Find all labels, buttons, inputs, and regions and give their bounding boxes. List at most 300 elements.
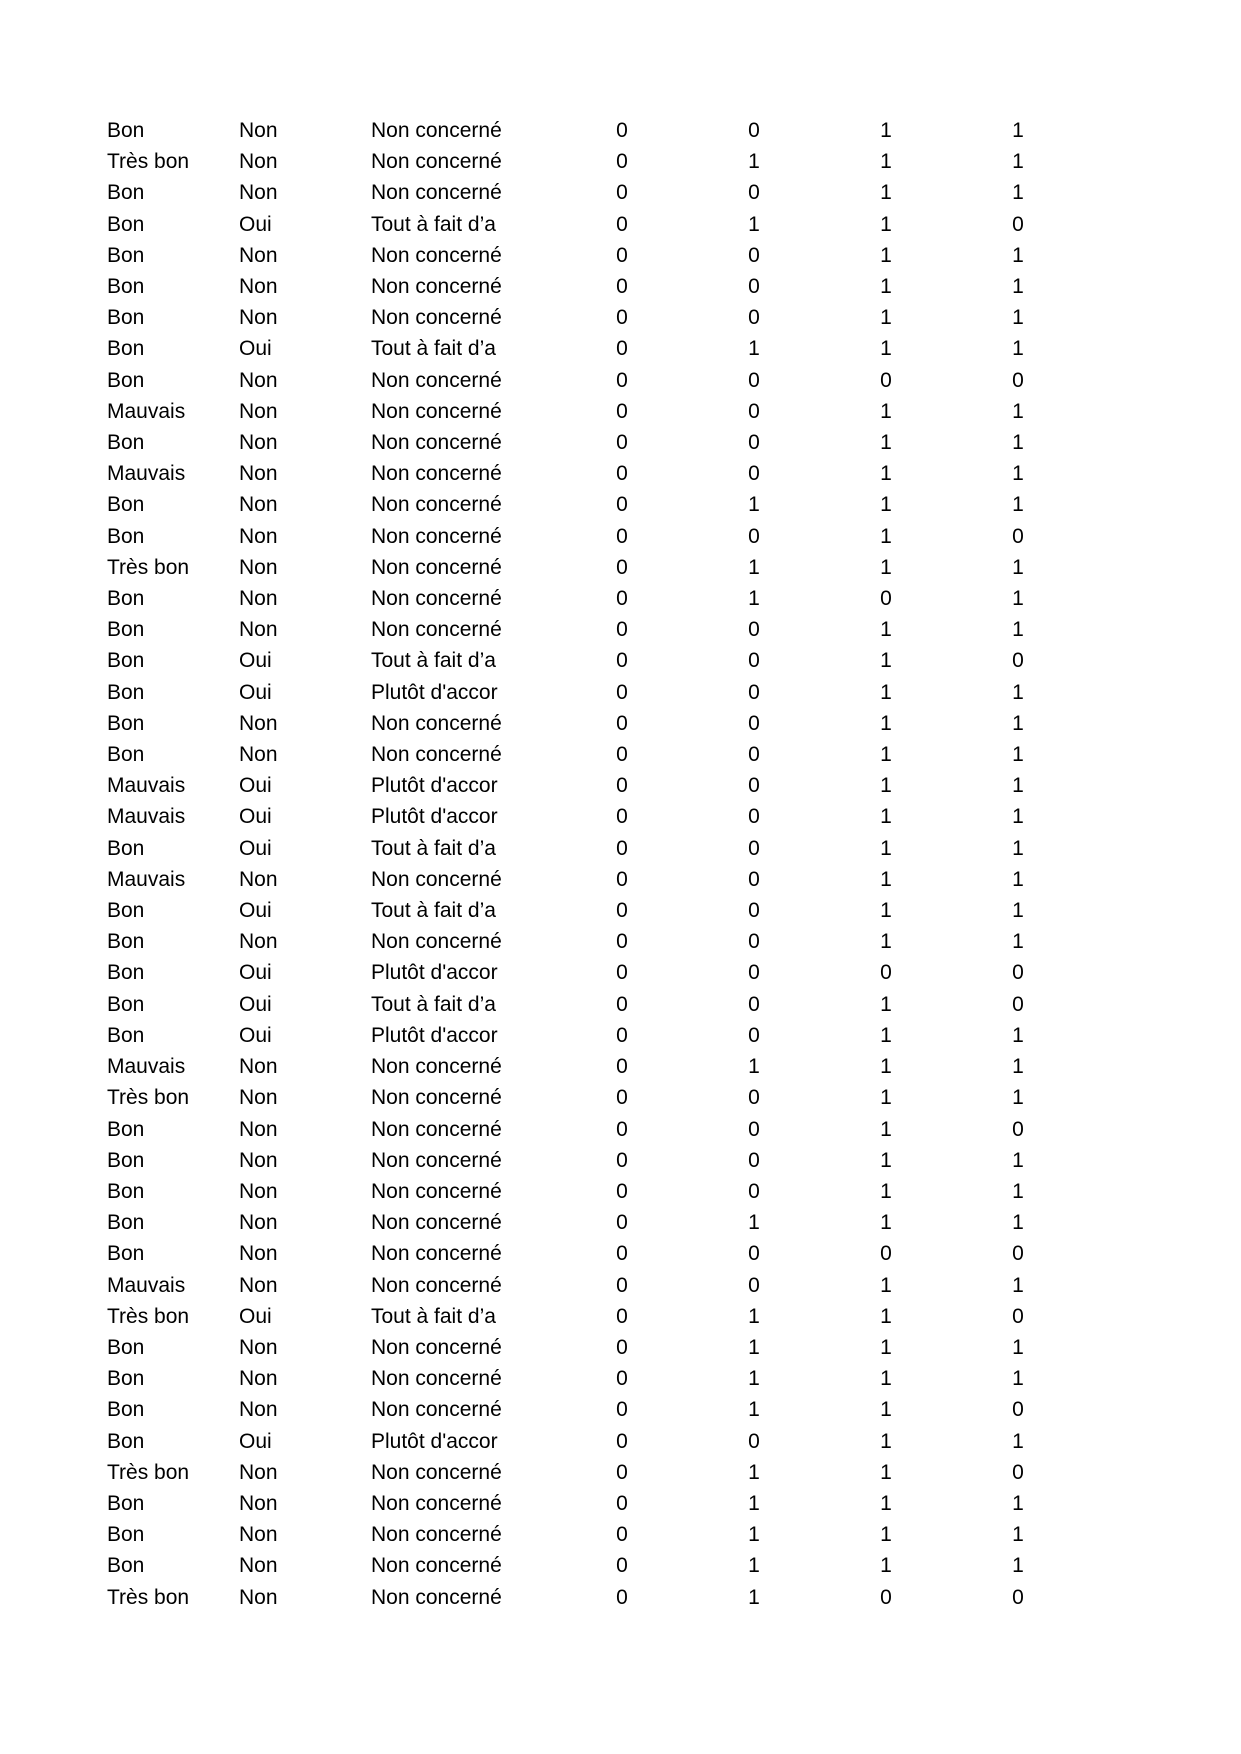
value-cell-b: 0 bbox=[748, 1242, 760, 1266]
rating-cell: Bon bbox=[107, 431, 145, 455]
yes-no-cell: Non bbox=[239, 1148, 278, 1172]
table-row bbox=[0, 926, 1084, 957]
row-margin bbox=[0, 458, 107, 489]
yes-no-cell: Non bbox=[239, 368, 278, 392]
value-cell-b: 1 bbox=[748, 1460, 760, 1484]
value-cell-a: 0 bbox=[616, 680, 628, 704]
rating-cell: Bon bbox=[107, 1367, 145, 1391]
row-margin bbox=[0, 489, 107, 520]
table-row bbox=[0, 427, 1084, 458]
row-margin bbox=[0, 677, 107, 708]
agreement-cell: Non concerné bbox=[371, 150, 502, 174]
value-cell-b: 1 bbox=[748, 587, 760, 611]
value-cell-b: 0 bbox=[748, 1179, 760, 1203]
value-cell-d: 1 bbox=[1012, 150, 1024, 174]
value-cell-d: 1 bbox=[1012, 1086, 1024, 1110]
table-row bbox=[0, 1051, 1084, 1082]
agreement-cell: Non concerné bbox=[371, 1117, 502, 1141]
table-row bbox=[0, 1332, 1084, 1363]
row-margin bbox=[0, 302, 107, 333]
value-cell-b: 0 bbox=[748, 368, 760, 392]
row-margin bbox=[0, 365, 107, 396]
yes-no-cell: Non bbox=[239, 618, 278, 642]
agreement-cell: Tout à fait d’a bbox=[371, 992, 496, 1016]
agreement-cell: Non concerné bbox=[371, 462, 502, 486]
agreement-cell: Non concerné bbox=[371, 1055, 502, 1079]
table-row bbox=[0, 1394, 1084, 1425]
agreement-cell: Non concerné bbox=[371, 1554, 502, 1578]
value-cell-a: 0 bbox=[616, 555, 628, 579]
table-row bbox=[0, 521, 1084, 552]
row-margin bbox=[0, 1082, 107, 1113]
rating-cell: Bon bbox=[107, 618, 145, 642]
agreement-cell: Plutôt d'accor bbox=[371, 1023, 498, 1047]
value-cell-c: 1 bbox=[880, 1554, 892, 1578]
value-cell-a: 0 bbox=[616, 399, 628, 423]
table-row bbox=[0, 1582, 1084, 1613]
yes-no-cell: Non bbox=[239, 867, 278, 891]
value-cell-d: 1 bbox=[1012, 1023, 1024, 1047]
row-margin bbox=[0, 427, 107, 458]
value-cell-c: 0 bbox=[880, 1585, 892, 1609]
table-row bbox=[0, 1426, 1084, 1457]
row-margin bbox=[0, 1488, 107, 1519]
value-cell-b: 0 bbox=[748, 899, 760, 923]
agreement-cell: Non concerné bbox=[371, 1460, 502, 1484]
value-cell-c: 1 bbox=[880, 930, 892, 954]
table-row bbox=[0, 1519, 1084, 1550]
value-cell-c: 1 bbox=[880, 618, 892, 642]
value-cell-a: 0 bbox=[616, 462, 628, 486]
value-cell-a: 0 bbox=[616, 587, 628, 611]
table-row bbox=[0, 365, 1084, 396]
value-cell-d: 1 bbox=[1012, 1179, 1024, 1203]
value-cell-b: 0 bbox=[748, 275, 760, 299]
yes-no-cell: Non bbox=[239, 150, 278, 174]
rating-cell: Bon bbox=[107, 899, 145, 923]
yes-no-cell: Non bbox=[239, 1211, 278, 1235]
agreement-cell: Non concerné bbox=[371, 1273, 502, 1297]
value-cell-d: 0 bbox=[1012, 992, 1024, 1016]
agreement-cell: Non concerné bbox=[371, 306, 502, 330]
value-cell-b: 0 bbox=[748, 743, 760, 767]
value-cell-b: 0 bbox=[748, 618, 760, 642]
value-cell-a: 0 bbox=[616, 1211, 628, 1235]
value-cell-b: 1 bbox=[748, 1055, 760, 1079]
table-row bbox=[0, 770, 1084, 801]
value-cell-a: 0 bbox=[616, 1398, 628, 1422]
value-cell-b: 0 bbox=[748, 1086, 760, 1110]
value-cell-b: 0 bbox=[748, 399, 760, 423]
value-cell-a: 0 bbox=[616, 181, 628, 205]
yes-no-cell: Oui bbox=[239, 337, 272, 361]
value-cell-b: 0 bbox=[748, 1148, 760, 1172]
value-cell-a: 0 bbox=[616, 431, 628, 455]
value-cell-b: 1 bbox=[748, 337, 760, 361]
value-cell-d: 1 bbox=[1012, 618, 1024, 642]
value-cell-c: 1 bbox=[880, 1148, 892, 1172]
agreement-cell: Non concerné bbox=[371, 1086, 502, 1110]
value-cell-c: 1 bbox=[880, 805, 892, 829]
value-cell-a: 0 bbox=[616, 1117, 628, 1141]
rating-cell: Bon bbox=[107, 243, 145, 267]
agreement-cell: Plutôt d'accor bbox=[371, 1429, 498, 1453]
row-margin bbox=[0, 271, 107, 302]
table-row bbox=[0, 1082, 1084, 1113]
value-cell-a: 0 bbox=[616, 1086, 628, 1110]
value-cell-a: 0 bbox=[616, 899, 628, 923]
value-cell-c: 1 bbox=[880, 275, 892, 299]
value-cell-d: 1 bbox=[1012, 774, 1024, 798]
value-cell-a: 0 bbox=[616, 1460, 628, 1484]
yes-no-cell: Non bbox=[239, 1086, 278, 1110]
row-margin bbox=[0, 1020, 107, 1051]
row-margin bbox=[0, 177, 107, 208]
value-cell-c: 1 bbox=[880, 1491, 892, 1515]
yes-no-cell: Non bbox=[239, 1117, 278, 1141]
value-cell-a: 0 bbox=[616, 243, 628, 267]
table-row bbox=[0, 1176, 1084, 1207]
table-row bbox=[0, 552, 1084, 583]
row-margin bbox=[0, 926, 107, 957]
row-margin bbox=[0, 1426, 107, 1457]
yes-no-cell: Oui bbox=[239, 805, 272, 829]
value-cell-d: 0 bbox=[1012, 1585, 1024, 1609]
agreement-cell: Non concerné bbox=[371, 1335, 502, 1359]
value-cell-d: 1 bbox=[1012, 431, 1024, 455]
value-cell-c: 1 bbox=[880, 462, 892, 486]
value-cell-d: 1 bbox=[1012, 1055, 1024, 1079]
yes-no-cell: Non bbox=[239, 524, 278, 548]
table-row bbox=[0, 1488, 1084, 1519]
value-cell-b: 0 bbox=[748, 1117, 760, 1141]
agreement-cell: Non concerné bbox=[371, 867, 502, 891]
value-cell-d: 1 bbox=[1012, 462, 1024, 486]
rating-cell: Bon bbox=[107, 1335, 145, 1359]
value-cell-d: 0 bbox=[1012, 368, 1024, 392]
value-cell-c: 1 bbox=[880, 711, 892, 735]
yes-no-cell: Non bbox=[239, 587, 278, 611]
agreement-cell: Non concerné bbox=[371, 524, 502, 548]
agreement-cell: Non concerné bbox=[371, 181, 502, 205]
value-cell-a: 0 bbox=[616, 1179, 628, 1203]
rating-cell: Mauvais bbox=[107, 1055, 186, 1079]
value-cell-c: 1 bbox=[880, 212, 892, 236]
table-row bbox=[0, 146, 1084, 177]
value-cell-a: 0 bbox=[616, 1491, 628, 1515]
table-row bbox=[0, 1020, 1084, 1051]
row-margin bbox=[0, 1051, 107, 1082]
rating-cell: Bon bbox=[107, 212, 145, 236]
rating-cell: Bon bbox=[107, 306, 145, 330]
value-cell-c: 1 bbox=[880, 899, 892, 923]
value-cell-d: 1 bbox=[1012, 399, 1024, 423]
value-cell-a: 0 bbox=[616, 306, 628, 330]
value-cell-d: 0 bbox=[1012, 212, 1024, 236]
agreement-cell: Plutôt d'accor bbox=[371, 774, 498, 798]
yes-no-cell: Oui bbox=[239, 212, 272, 236]
value-cell-c: 1 bbox=[880, 1179, 892, 1203]
value-cell-a: 0 bbox=[616, 930, 628, 954]
value-cell-b: 1 bbox=[748, 1585, 760, 1609]
value-cell-a: 0 bbox=[616, 368, 628, 392]
table-row bbox=[0, 177, 1084, 208]
rating-cell: Bon bbox=[107, 1491, 145, 1515]
value-cell-b: 0 bbox=[748, 524, 760, 548]
rating-cell: Bon bbox=[107, 992, 145, 1016]
agreement-cell: Non concerné bbox=[371, 399, 502, 423]
value-cell-c: 1 bbox=[880, 680, 892, 704]
value-cell-d: 1 bbox=[1012, 930, 1024, 954]
value-cell-d: 1 bbox=[1012, 306, 1024, 330]
value-cell-d: 0 bbox=[1012, 1460, 1024, 1484]
table-row bbox=[0, 677, 1084, 708]
agreement-cell: Non concerné bbox=[371, 431, 502, 455]
value-cell-b: 1 bbox=[748, 1211, 760, 1235]
value-cell-c: 1 bbox=[880, 1367, 892, 1391]
value-cell-c: 1 bbox=[880, 774, 892, 798]
value-cell-c: 1 bbox=[880, 119, 892, 142]
agreement-cell: Non concerné bbox=[371, 1148, 502, 1172]
rating-cell: Bon bbox=[107, 1023, 145, 1047]
value-cell-d: 1 bbox=[1012, 1523, 1024, 1547]
table-row bbox=[0, 1145, 1084, 1176]
yes-no-cell: Non bbox=[239, 1491, 278, 1515]
value-cell-c: 1 bbox=[880, 306, 892, 330]
value-cell-b: 0 bbox=[748, 961, 760, 985]
row-margin bbox=[0, 739, 107, 770]
yes-no-cell: Non bbox=[239, 462, 278, 486]
rating-cell: Bon bbox=[107, 1211, 145, 1235]
rating-cell: Très bon bbox=[107, 1585, 190, 1609]
rating-cell: Bon bbox=[107, 368, 145, 392]
value-cell-c: 1 bbox=[880, 867, 892, 891]
row-margin bbox=[0, 1145, 107, 1176]
row-margin bbox=[0, 583, 107, 614]
agreement-cell: Non concerné bbox=[371, 555, 502, 579]
yes-no-cell: Non bbox=[239, 119, 278, 142]
value-cell-a: 0 bbox=[616, 493, 628, 517]
value-cell-a: 0 bbox=[616, 805, 628, 829]
yes-no-cell: Oui bbox=[239, 836, 272, 860]
rating-cell: Bon bbox=[107, 1179, 145, 1203]
row-margin bbox=[0, 1176, 107, 1207]
value-cell-c: 0 bbox=[880, 1242, 892, 1266]
row-margin bbox=[0, 801, 107, 832]
value-cell-c: 1 bbox=[880, 493, 892, 517]
table-row bbox=[0, 739, 1084, 770]
table-row bbox=[0, 271, 1084, 302]
agreement-cell: Non concerné bbox=[371, 743, 502, 767]
yes-no-cell: Oui bbox=[239, 992, 272, 1016]
agreement-cell: Non concerné bbox=[371, 711, 502, 735]
rating-cell: Bon bbox=[107, 1523, 145, 1547]
agreement-cell: Non concerné bbox=[371, 618, 502, 642]
rating-cell: Bon bbox=[107, 711, 145, 735]
rating-cell: Bon bbox=[107, 680, 145, 704]
rating-cell: Bon bbox=[107, 119, 145, 142]
value-cell-d: 1 bbox=[1012, 119, 1024, 142]
value-cell-a: 0 bbox=[616, 618, 628, 642]
value-cell-a: 0 bbox=[616, 1304, 628, 1328]
spreadsheet-page bbox=[0, 115, 1241, 1613]
value-cell-a: 0 bbox=[616, 1429, 628, 1453]
rating-cell: Bon bbox=[107, 181, 145, 205]
rating-cell: Bon bbox=[107, 275, 145, 299]
value-cell-c: 1 bbox=[880, 1273, 892, 1297]
yes-no-cell: Oui bbox=[239, 961, 272, 985]
value-cell-b: 1 bbox=[748, 1491, 760, 1515]
table-row bbox=[0, 1550, 1084, 1581]
rating-cell: Bon bbox=[107, 587, 145, 611]
value-cell-b: 1 bbox=[748, 555, 760, 579]
yes-no-cell: Non bbox=[239, 1055, 278, 1079]
rating-cell: Mauvais bbox=[107, 867, 186, 891]
value-cell-c: 1 bbox=[880, 1023, 892, 1047]
rating-cell: Mauvais bbox=[107, 399, 186, 423]
value-cell-d: 1 bbox=[1012, 337, 1024, 361]
table-row bbox=[0, 583, 1084, 614]
row-margin bbox=[0, 1582, 107, 1613]
row-margin bbox=[0, 645, 107, 676]
row-margin bbox=[0, 1457, 107, 1488]
row-margin bbox=[0, 614, 107, 645]
value-cell-d: 1 bbox=[1012, 805, 1024, 829]
agreement-cell: Non concerné bbox=[371, 1491, 502, 1515]
yes-no-cell: Non bbox=[239, 1585, 278, 1609]
agreement-cell: Non concerné bbox=[371, 1398, 502, 1422]
table-row bbox=[0, 333, 1084, 364]
value-cell-c: 0 bbox=[880, 368, 892, 392]
yes-no-cell: Oui bbox=[239, 1304, 272, 1328]
value-cell-c: 1 bbox=[880, 243, 892, 267]
rating-cell: Bon bbox=[107, 1117, 145, 1141]
rating-cell: Mauvais bbox=[107, 462, 186, 486]
value-cell-d: 1 bbox=[1012, 680, 1024, 704]
agreement-cell: Non concerné bbox=[371, 930, 502, 954]
rating-cell: Bon bbox=[107, 1429, 145, 1453]
value-cell-c: 1 bbox=[880, 1304, 892, 1328]
value-cell-c: 1 bbox=[880, 836, 892, 860]
value-cell-c: 1 bbox=[880, 1335, 892, 1359]
value-cell-a: 0 bbox=[616, 275, 628, 299]
value-cell-a: 0 bbox=[616, 524, 628, 548]
value-cell-a: 0 bbox=[616, 649, 628, 673]
row-margin bbox=[0, 1332, 107, 1363]
value-cell-d: 0 bbox=[1012, 961, 1024, 985]
row-margin bbox=[0, 521, 107, 552]
row-margin bbox=[0, 333, 107, 364]
agreement-cell: Non concerné bbox=[371, 1367, 502, 1391]
row-margin bbox=[0, 1394, 107, 1425]
row-margin bbox=[0, 770, 107, 801]
value-cell-a: 0 bbox=[616, 867, 628, 891]
table-row bbox=[0, 895, 1084, 926]
agreement-cell: Tout à fait d’a bbox=[371, 899, 496, 923]
rating-cell: Bon bbox=[107, 836, 145, 860]
rating-cell: Bon bbox=[107, 961, 145, 985]
value-cell-a: 0 bbox=[616, 1585, 628, 1609]
value-cell-d: 1 bbox=[1012, 836, 1024, 860]
agreement-cell: Non concerné bbox=[371, 368, 502, 392]
rating-cell: Très bon bbox=[107, 555, 190, 579]
table-row bbox=[0, 458, 1084, 489]
value-cell-d: 1 bbox=[1012, 1148, 1024, 1172]
value-cell-d: 1 bbox=[1012, 867, 1024, 891]
row-margin bbox=[0, 1363, 107, 1394]
value-cell-a: 0 bbox=[616, 212, 628, 236]
value-cell-b: 0 bbox=[748, 930, 760, 954]
value-cell-b: 0 bbox=[748, 774, 760, 798]
value-cell-a: 0 bbox=[616, 1335, 628, 1359]
value-cell-c: 1 bbox=[880, 337, 892, 361]
table-row bbox=[0, 1238, 1084, 1269]
value-cell-b: 0 bbox=[748, 649, 760, 673]
table-row bbox=[0, 801, 1084, 832]
value-cell-b: 1 bbox=[748, 1304, 760, 1328]
value-cell-d: 1 bbox=[1012, 743, 1024, 767]
table-row bbox=[0, 209, 1084, 240]
value-cell-d: 1 bbox=[1012, 1273, 1024, 1297]
value-cell-d: 1 bbox=[1012, 181, 1024, 205]
value-cell-a: 0 bbox=[616, 1055, 628, 1079]
value-cell-c: 1 bbox=[880, 1086, 892, 1110]
agreement-cell: Non concerné bbox=[371, 1211, 502, 1235]
value-cell-c: 1 bbox=[880, 649, 892, 673]
agreement-cell: Non concerné bbox=[371, 587, 502, 611]
yes-no-cell: Non bbox=[239, 1179, 278, 1203]
value-cell-c: 1 bbox=[880, 1523, 892, 1547]
yes-no-cell: Non bbox=[239, 493, 278, 517]
value-cell-a: 0 bbox=[616, 1554, 628, 1578]
value-cell-c: 0 bbox=[880, 961, 892, 985]
value-cell-b: 0 bbox=[748, 1023, 760, 1047]
row-margin bbox=[0, 895, 107, 926]
rating-cell: Bon bbox=[107, 930, 145, 954]
table-row bbox=[0, 989, 1084, 1020]
agreement-cell: Plutôt d'accor bbox=[371, 961, 498, 985]
value-cell-c: 1 bbox=[880, 181, 892, 205]
table-row bbox=[0, 864, 1084, 895]
value-cell-d: 0 bbox=[1012, 1398, 1024, 1422]
value-cell-d: 0 bbox=[1012, 1117, 1024, 1141]
table-row bbox=[0, 115, 1084, 146]
row-margin bbox=[0, 1301, 107, 1332]
value-cell-c: 1 bbox=[880, 1055, 892, 1079]
row-margin bbox=[0, 396, 107, 427]
rating-cell: Très bon bbox=[107, 150, 190, 174]
value-cell-a: 0 bbox=[616, 150, 628, 174]
yes-no-cell: Non bbox=[239, 1273, 278, 1297]
value-cell-d: 1 bbox=[1012, 243, 1024, 267]
rating-cell: Bon bbox=[107, 493, 145, 517]
value-cell-a: 0 bbox=[616, 836, 628, 860]
value-cell-d: 0 bbox=[1012, 1242, 1024, 1266]
table-row bbox=[0, 833, 1084, 864]
agreement-cell: Non concerné bbox=[371, 1585, 502, 1609]
value-cell-a: 0 bbox=[616, 961, 628, 985]
rating-cell: Bon bbox=[107, 524, 145, 548]
row-margin bbox=[0, 833, 107, 864]
value-cell-b: 1 bbox=[748, 1523, 760, 1547]
value-cell-c: 0 bbox=[880, 587, 892, 611]
agreement-cell: Non concerné bbox=[371, 1242, 502, 1266]
row-margin bbox=[0, 1270, 107, 1301]
value-cell-c: 1 bbox=[880, 555, 892, 579]
value-cell-a: 0 bbox=[616, 774, 628, 798]
value-cell-a: 0 bbox=[616, 743, 628, 767]
agreement-cell: Tout à fait d’a bbox=[371, 649, 496, 673]
